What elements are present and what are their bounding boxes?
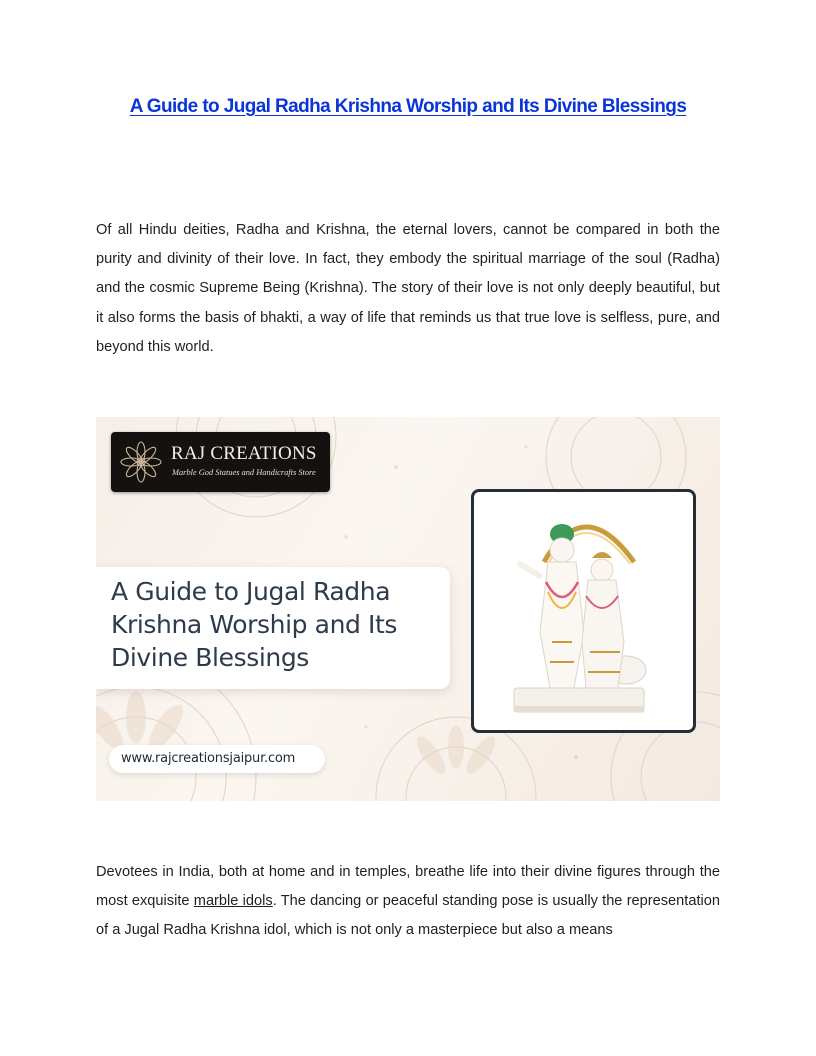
brand-logo <box>111 432 330 492</box>
website-url: www.rajcreationsjaipur.com <box>121 751 296 766</box>
banner-headline-line: Divine Blessings <box>111 643 309 672</box>
banner-headline-card <box>96 567 450 689</box>
idol-photo-frame <box>471 489 696 733</box>
paragraph-text: Devotees in India, both at home and in temples, breathe life into their divine figures through the most exquisite <box>96 864 720 910</box>
banner-image <box>96 417 720 801</box>
banner-headline-line: A Guide to Jugal Radha <box>111 577 391 606</box>
brand-name: RAJ CREATIONS <box>171 443 317 464</box>
page-title[interactable]: A Guide to Jugal Radha Krishna Worship and Its Divine Blessings <box>129 96 687 117</box>
brand-tagline: Marble God Statues and Handicrafts Store <box>172 468 316 477</box>
website-url-badge <box>109 745 325 773</box>
paragraph-text: . The dancing or peaceful standing pose is usually the representation of a Jugal Radha Krishna idol, which is not only a masterpiece but also a means <box>96 893 720 939</box>
mandala-lotus-icon <box>117 438 165 486</box>
banner-headline-line: Krishna Worship and Its <box>111 610 398 639</box>
devotees-paragraph <box>96 858 720 946</box>
radha-krishna-idol-image <box>474 492 693 730</box>
marble-idols-link[interactable]: marble idols <box>193 893 273 910</box>
intro-paragraph: Of all Hindu deities, Radha and Krishna, the eternal lovers, cannot be compared in both the purity and divinity of their love. In fact, they embody the spiritual marriage of the soul (Radha) and the cosmic Supreme Being (Krishna). The story of their love is not only deeply beautiful, but it also forms the basis of bhakti, a way of life that reminds us that true love is selfless, pure, and beyond this world. <box>96 222 720 355</box>
